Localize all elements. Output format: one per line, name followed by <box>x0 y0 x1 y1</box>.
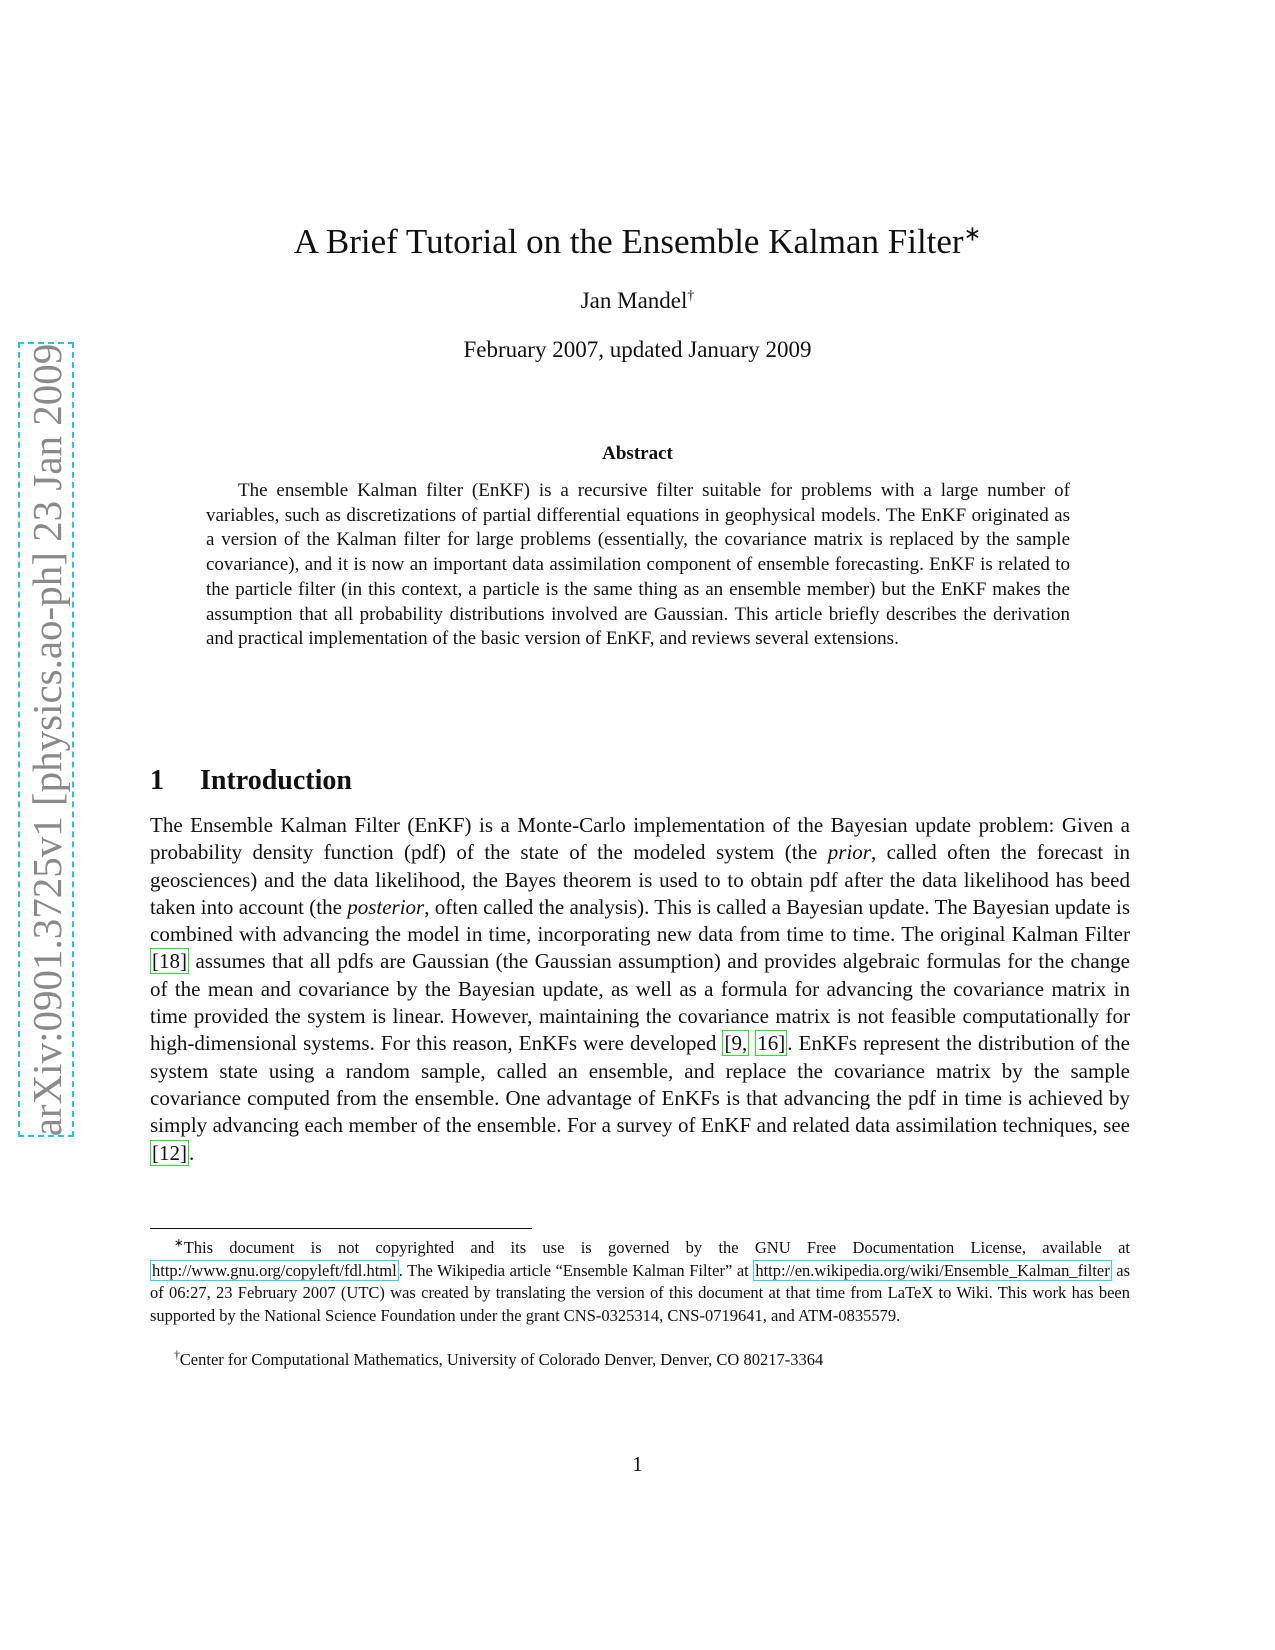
section-heading <box>150 765 352 797</box>
author-footnote-mark: † <box>687 287 695 303</box>
section-title: Introduction <box>200 765 352 796</box>
date: February 2007, updated January 2009 <box>463 337 812 362</box>
intro-text-2: , called often the forecast in geosciences) and the data likelihood, the Bayes theorem is used to to obtain pdf after the data likelihood has beed taken into account (the <box>150 840 1130 919</box>
wikipedia-link[interactable]: http://en.wikipedia.org/wiki/Ensemble_Kalman_filter <box>755 1260 1110 1280</box>
footnote-1-text-c: as of 06:27, 23 February 2007 (UTC) was created by translating the version of this document at that time from LaTeX to Wiki. This work has been supported by the National Science Foundation under the grant CNS-0325314, CNS-0719641, and ATM-0835579. <box>150 1260 1130 1325</box>
section-number: 1 <box>150 765 164 796</box>
page-number: 1 <box>632 1452 643 1476</box>
intro-text-4: assumes that all pdfs are Gaussian (the Gaussian assumption) and provides algebraic formulas for the change of the mean and covariance by the Bayesian update, as well as a formula for advancing the covariance matrix in time provided the system is linear. However, maintaining the covariance matrix is not feasible computationally for high-dimensional systems. For this reason, EnKFs were developed <box>150 949 1130 1056</box>
citation-link-16[interactable]: 16] <box>757 1031 786 1056</box>
footnote-2 <box>150 1349 1130 1372</box>
posterior-term: posterior <box>347 894 425 919</box>
footnote-2-mark: † <box>174 1349 180 1362</box>
citation-link-18[interactable]: [18] <box>152 949 187 974</box>
abstract-heading: Abstract <box>602 443 673 464</box>
footnote-2-text: Center for Computational Mathematics, University of Colorado Denver, Denver, CO 80217-3364 <box>179 1350 824 1369</box>
footnote-1-text-b: . The Wikipedia article “Ensemble Kalman Filter” at <box>398 1260 754 1280</box>
arxiv-stamp: arXiv:0901.3725v1 [physics.ao-ph] 23 Jan 2009 <box>24 343 70 1137</box>
author <box>0 288 1275 314</box>
citation-link-12[interactable]: [12] <box>152 1140 187 1165</box>
citation-link-9[interactable]: [9, <box>724 1031 748 1056</box>
footnote-1-text-a: This document is not copyrighted and its use is governed by the GNU Free Documentation License, available at <box>183 1238 1130 1257</box>
footnote-1-mark: ∗ <box>174 1237 184 1250</box>
intro-text-5: . EnKFs represent the distribution of the system state using a random sample, called an ensemble, and replace the covariance matrix by the sample covariance computed from the ensemble. One advantage of EnKFs is that advancing the pdf in time is achieved by simply advancing each member of the ensemble. For a survey of EnKF and related data assimilation techniques, see <box>150 1031 1131 1138</box>
title-footnote-mark: ∗ <box>963 221 982 246</box>
gnu-fdl-link[interactable]: http://www.gnu.org/copyleft/fdl.html <box>152 1260 397 1280</box>
author-name: Jan Mandel <box>580 288 688 313</box>
paper-title <box>0 222 1275 262</box>
prior-term: prior <box>827 840 871 865</box>
title-text: A Brief Tutorial on the Ensemble Kalman Filter <box>293 222 964 261</box>
footnote-rule <box>150 1228 532 1229</box>
footnote-1 <box>150 1237 1130 1327</box>
intro-paragraph <box>150 812 1130 1167</box>
intro-text-3: , often called the analysis). This is called a Bayesian update. The Bayesian update is combined with advancing the model in time, incorporating new data from time to time. The original Kalman Filter <box>150 894 1130 947</box>
abstract-text: The ensemble Kalman filter (EnKF) is a recursive filter suitable for problems with a large number of variables, such as discretizations of partial differential equations in geophysical models. The EnKF originated as a version of the Kalman filter for large problems (essentially, the covariance matrix is replaced by the sample covariance), and it is now an important data assimilation component of ensemble forecasting. EnKF is related to the particle filter (in this context, a particle is the same thing as an ensemble member) but the EnKF makes the assumption that all probability distributions involved are Gaussian. This article briefly describes the derivation and practical implementation of the basic version of EnKF, and reviews several extensions. <box>206 480 1070 650</box>
intro-text-6: . <box>189 1140 195 1165</box>
intro-text-1: The Ensemble Kalman Filter (EnKF) is a Monte-Carlo implementation of the Bayesian update problem: Given a probability density function (pdf) of the state of the modeled system (the <box>150 813 1130 865</box>
